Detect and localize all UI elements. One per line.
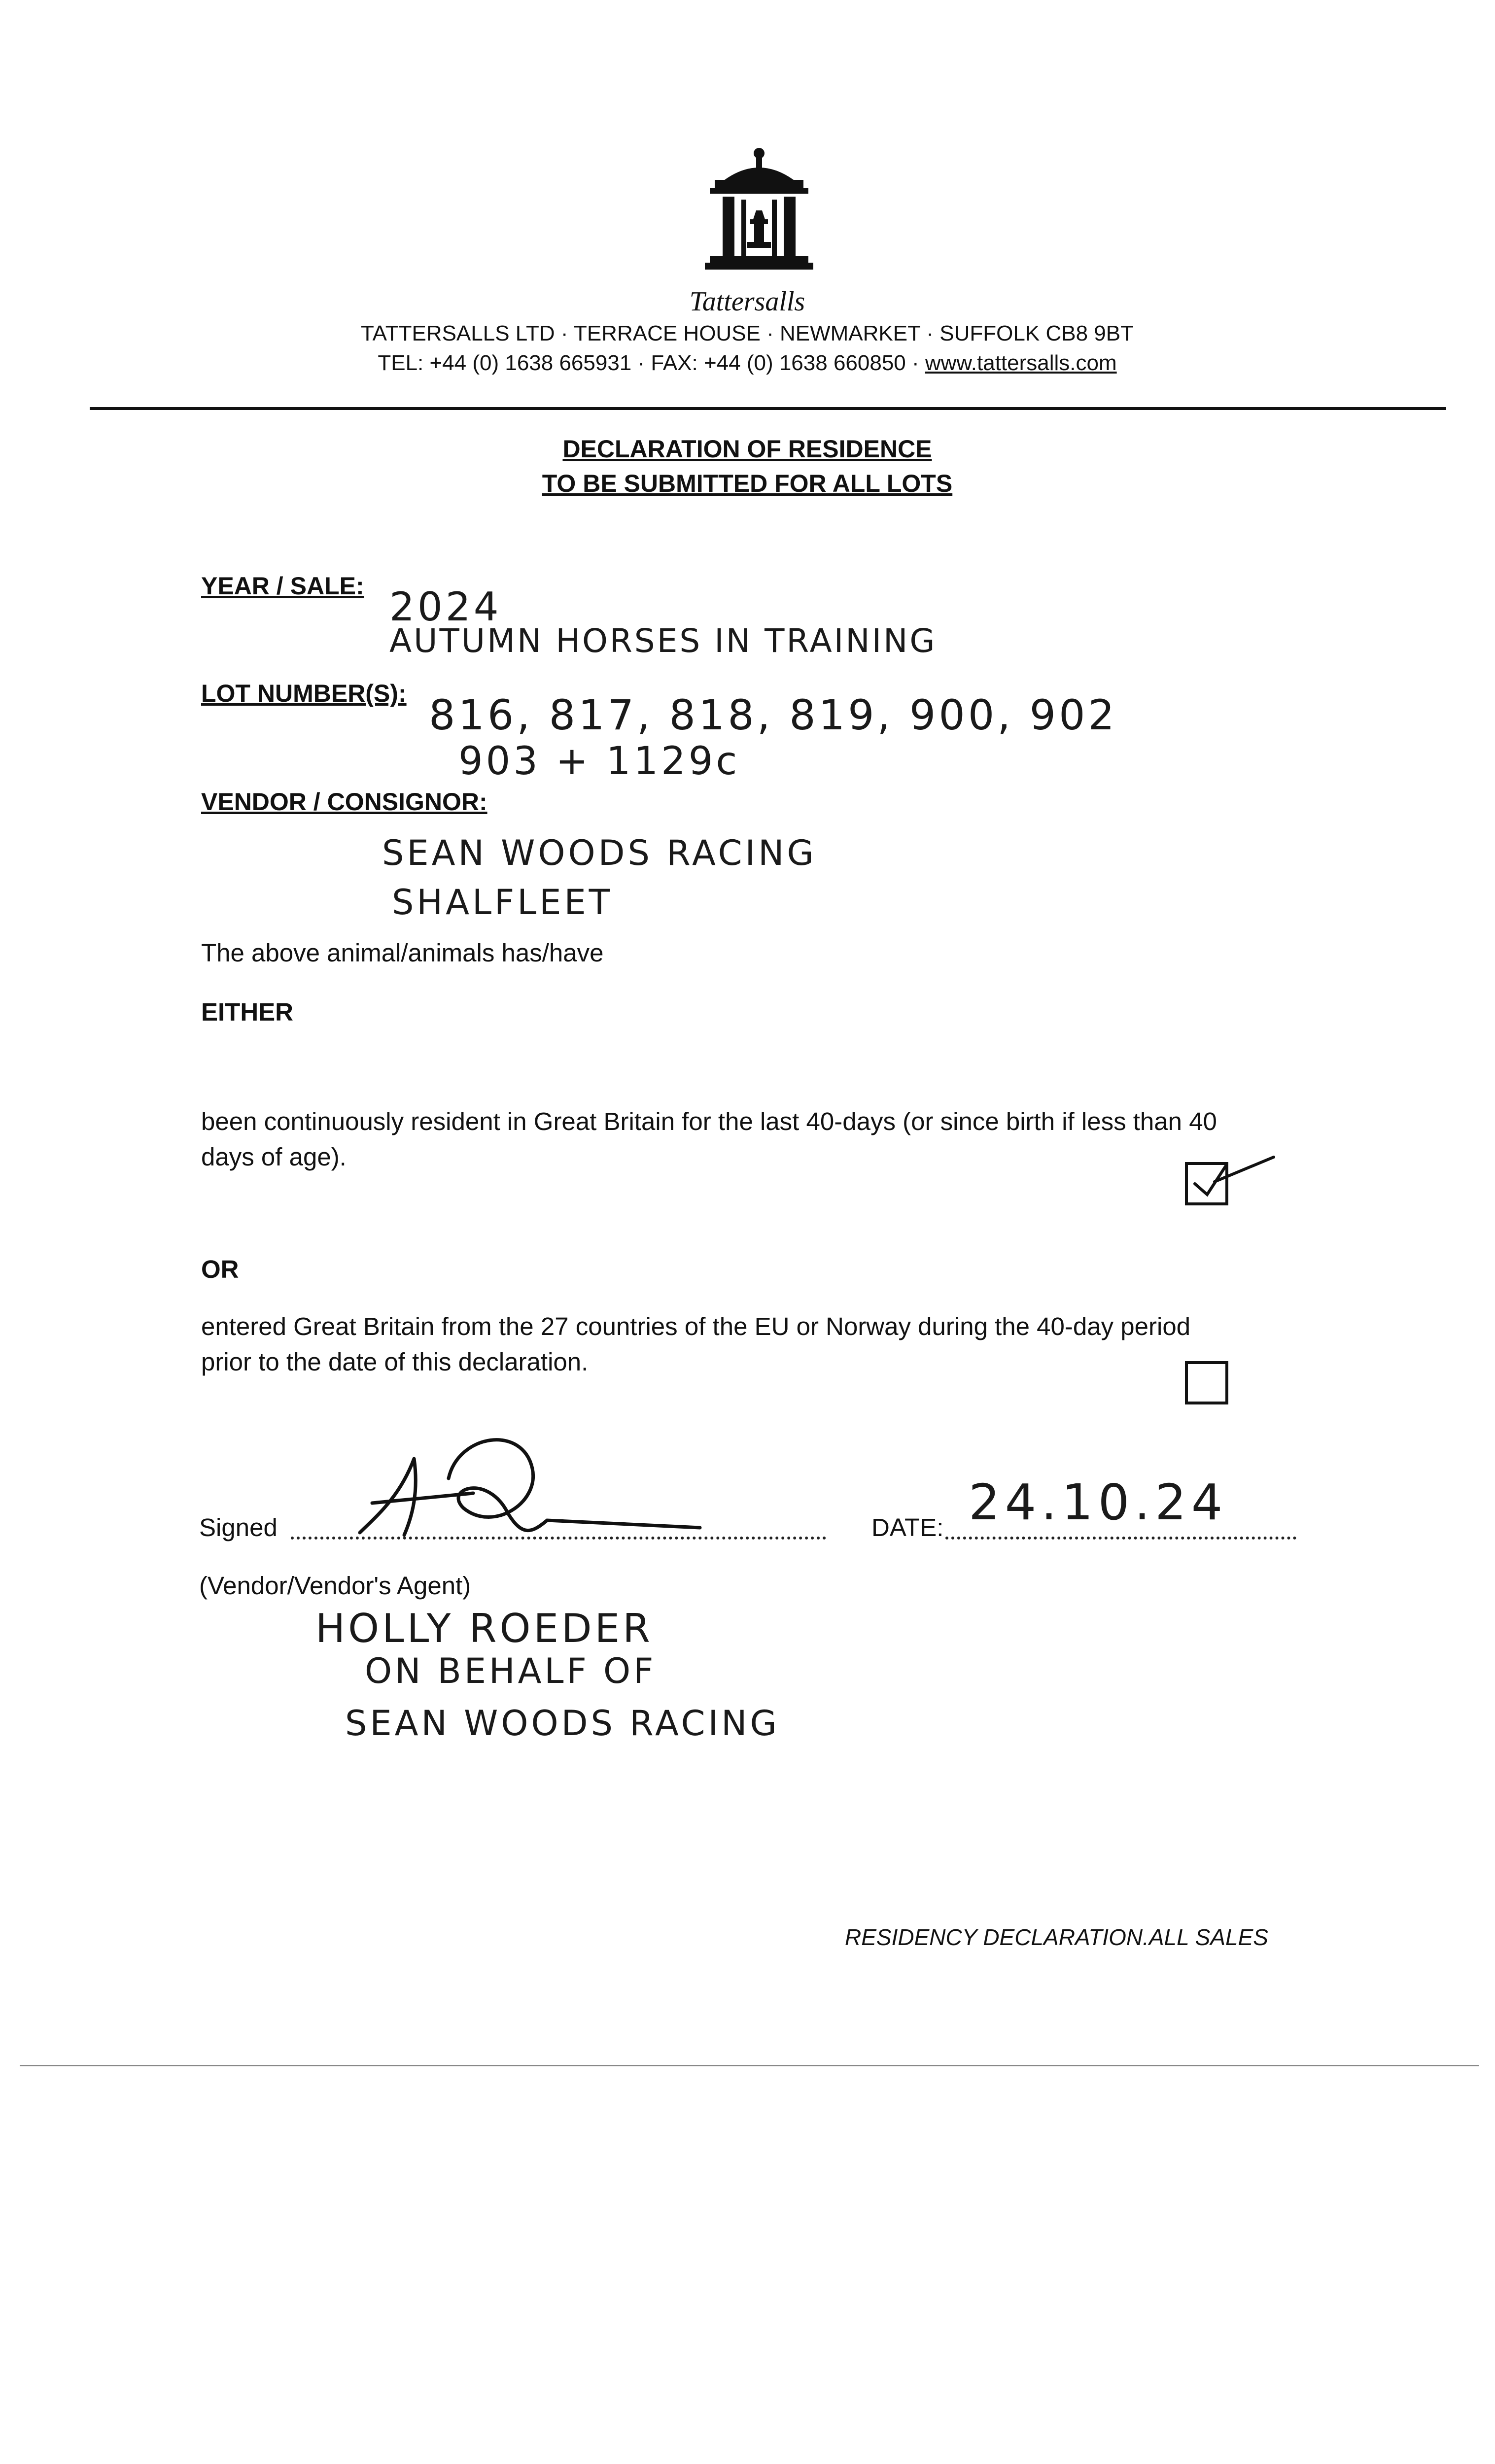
option2-checkbox[interactable] [1185,1361,1228,1404]
year-sale-label: YEAR / SALE: [201,572,364,600]
or-heading: OR [201,1255,239,1283]
vendor-value-line2: SHALFLEET [392,882,613,923]
footer-reference: RESIDENCY DECLARATION.ALL SALES [845,1924,1268,1950]
lot-numbers-value-line2: 903 + 1129c [458,739,740,784]
header-divider [90,407,1446,410]
statement-intro: The above animal/animals has/have [201,939,604,967]
signed-label: Signed [199,1513,278,1541]
company-contact [304,351,1191,376]
website-link[interactable]: www.tattersalls.com [925,351,1117,375]
lot-numbers-label: LOT NUMBER(S): [201,680,407,707]
year-sale-value-line2: AUTUMN HORSES IN TRAINING [389,622,937,660]
vendor-agent-label: (Vendor/Vendor's Agent) [199,1572,471,1600]
option2-text-line1: entered Great Britain from the 27 countries of the EU or Norway during the 40-day period [201,1312,1191,1340]
vendor-label: VENDOR / CONSIGNOR: [201,788,487,816]
page-bottom-rule [20,2065,1479,2066]
document-title: DECLARATION OF RESIDENCE [562,435,932,463]
signature-scribble [345,1419,720,1547]
document-subtitle: TO BE SUBMITTED FOR ALL LOTS [542,470,953,497]
tattersalls-logo [690,145,828,278]
date-line [945,1537,1296,1540]
year-sale-value-line1: 2024 [389,584,502,630]
check-mark-icon [1185,1145,1274,1195]
company-address: TATTERSALLS LTD · TERRACE HOUSE · NEWMARKET · SUFFOLK CB8 9BT [361,321,1134,345]
on-behalf-of: ON BEHALF OF [365,1651,657,1691]
lot-numbers-value-line1: 816, 817, 818, 819, 900, 902 [429,691,1117,739]
option1-text-line2: days of age). [201,1143,347,1171]
option2-text-line2: prior to the date of this declaration. [201,1348,589,1376]
option1-checkbox[interactable] [1185,1162,1228,1205]
option1-text-line1: been continuously resident in Great Britain for the last 40-days (or since birth if less than 40 [201,1107,1217,1135]
signatory-name: HOLLY ROEDER [315,1606,653,1651]
date-label: DATE: [871,1513,944,1541]
vendor-value-line1: SEAN WOODS RACING [382,833,817,873]
either-heading: EITHER [201,998,294,1026]
on-behalf-of-company: SEAN WOODS RACING [345,1703,780,1744]
date-value: 24.10.24 [969,1473,1228,1531]
contact-numbers: TEL: +44 (0) 1638 665931 · FAX: +44 (0) 1638 660850 · [378,351,925,375]
brand-name: Tattersalls [689,286,805,317]
